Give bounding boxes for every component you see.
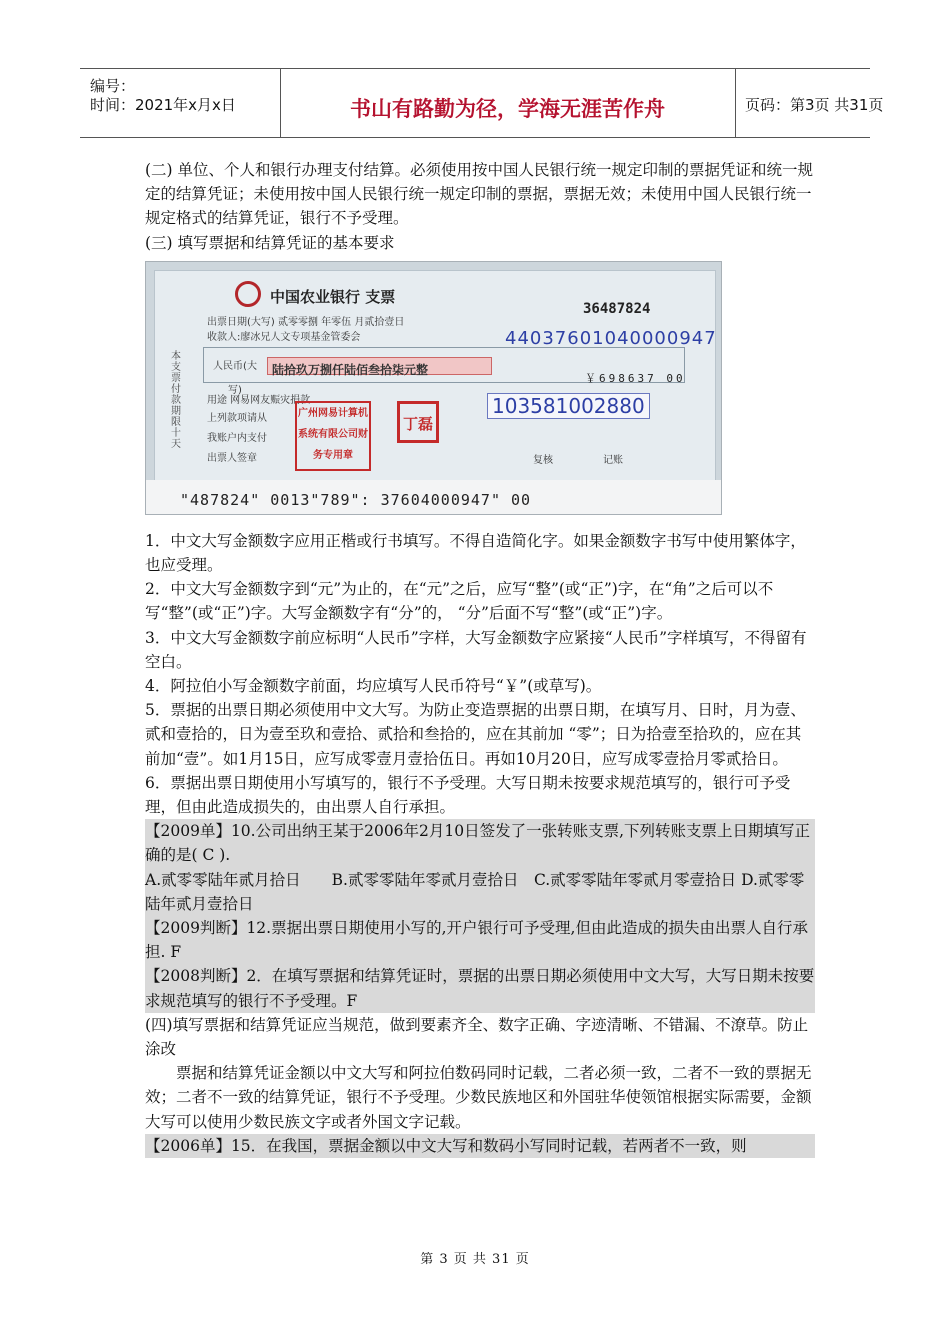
question-2009-judge: 【2009判断】12.票据出票日期使用小写的,开户银行可予受理,但由此造成的损失由出票人自行承担. F: [145, 916, 815, 964]
cheque-line1: 上列款项请从: [207, 412, 267, 424]
header-motto-cell: [280, 69, 736, 137]
cheque-body: [154, 270, 716, 484]
cheque-account: 44037601040000947: [505, 327, 717, 349]
cheque-payee: 收款人:廖冰兄人文专项基金管委会: [207, 331, 361, 343]
amount-figures: ￥698637 00: [585, 371, 686, 385]
rule-6: 6．票据出票日期使用小写填写的，银行不予受理。大写日期未按要求规范填写的，银行可予受理，但由此造成损失的，由出票人自行承担。: [145, 773, 791, 817]
document-body: [145, 158, 815, 1158]
question-2009-options: A.贰零零陆年贰月拾日 B.贰零零陆年零贰月壹拾日 C.贰零零陆年零贰月零壹拾日 D.贰零零陆年贰月壹拾日: [145, 868, 815, 916]
cheque-line2: 我账户内支付: [207, 432, 267, 444]
motto: 书山有路勤为径，学海无涯苦作舟: [350, 97, 665, 121]
currency-label: 人民币(大写): [213, 360, 257, 397]
cheque-ref-number: 103581002880: [487, 393, 650, 419]
bank-logo-icon: [235, 281, 261, 307]
number-label: 编号：: [90, 77, 136, 95]
personal-seal: 丁磊: [397, 401, 439, 443]
amount-words: 陆拾玖万捌仟陆佰叁拾柒元整: [267, 357, 492, 375]
page-footer: 第 3 页 共 31 页: [420, 1252, 530, 1267]
cheque-image: [145, 261, 722, 515]
cheque-date: 出票日期(大写) 贰零零捌 年零伍 月贰拾壹日: [207, 316, 405, 328]
header-page-cell: [735, 69, 884, 137]
cheque-signer: 出票人签章: [207, 452, 257, 464]
time-label: 时间：2021年x月x日: [90, 96, 236, 114]
page-label: 页码：第3页 共31页: [745, 96, 884, 114]
cheque-number: 36487824: [583, 300, 651, 317]
cheque-bank-name: 中国农业银行 支票: [270, 287, 396, 306]
cheque-side-text: 本支票付款期限十天: [171, 350, 181, 450]
paragraph-amounts: 票据和结算凭证金额以中文大写和阿拉伯数码同时记载，二者必须一致，二者不一致的票据无效；二者不一致的结算凭证，银行不予受理。少数民族地区和外国驻华使领馆根据实际需要，金额大写可以使用少数民族文字或者外国文字记载。: [145, 1064, 812, 1131]
rule-4: 4．阿拉伯小写金额数字前面，均应填写人民币符号“￥”(或草写)。: [145, 677, 602, 696]
question-2009-single: 【2009单】10.公司出纳王某于2006年2月10日签发了一张转账支票,下列转账支票上日期填写正确的是( C ).: [145, 819, 815, 867]
rule-5: 5．票据的出票日期必须使用中文大写。为防止变造票据的出票日期，在填写月、日时，月为壹、贰和壹拾的，日为壹至玖和壹拾、贰拾和叁拾的，应在其前加 “零”；日为拾壹至拾玖的，应在其前加“壹”。如1月15日，应写成零壹月壹拾伍日。再如10月20日，应写成零壹拾月零贰拾日。: [145, 701, 806, 768]
header-table: [80, 68, 884, 138]
rule-2: 2．中文大写金额数字到“元”为止的，在“元”之后，应写“整”(或“正”)字，在“角”之后可以不写“整”(或“正”)字。大写金额数字有“分”的， “分”后面不写“整”(或“正”)字。: [145, 580, 774, 623]
question-2008-judge: 【2008判断】2．在填写票据和结算凭证时，票据的出票日期必须使用中文大写，大写日期未按要求规范填写的银行不予受理。F: [145, 964, 815, 1012]
cheque-micr-line: "487824" 0013"789": 37604000947" 00: [146, 480, 721, 514]
cheque-purpose: 用途 网易网友赈灾捐款: [207, 394, 311, 406]
company-stamp: 广州网易计算机系统有限公司财务专用章: [295, 401, 371, 471]
question-2006-single: 【2006单】15．在我国，票据金额以中文大写和数码小写同时记载，若两者不一致，则: [145, 1134, 815, 1158]
header-left-cell: [80, 69, 281, 137]
paragraph-settlement: (二) 单位、个人和银行办理支付结算。必须使用按中国人民银行统一规定印制的票据凭证和统一规定的结算凭证；未使用按中国人民银行统一规定印制的票据，票据无效；未使用中国人民银行统一规定格式的结算凭证，银行不予受理。: [145, 161, 814, 228]
rule-3: 3．中文大写金额数字前应标明“人民币”字样，大写金额数字应紧接“人民币”字样填写，不得留有空白。: [145, 628, 807, 671]
cheque-review: 复核: [533, 454, 553, 466]
cheque-bookkeep: 记账: [603, 454, 623, 466]
section-heading-standards: (四)填写票据和结算凭证应当规范，做到要素齐全、数字正确、字迹清晰、不错漏、不潦草。防止涂改: [145, 1015, 809, 1059]
rule-1: 1．中文大写金额数字应用正楷或行书填写。不得自造简化字。如果金额数字书写中使用繁体字，也应受理。: [145, 531, 806, 575]
section-heading-requirements: (三) 填写票据和结算凭证的基本要求: [145, 233, 395, 252]
